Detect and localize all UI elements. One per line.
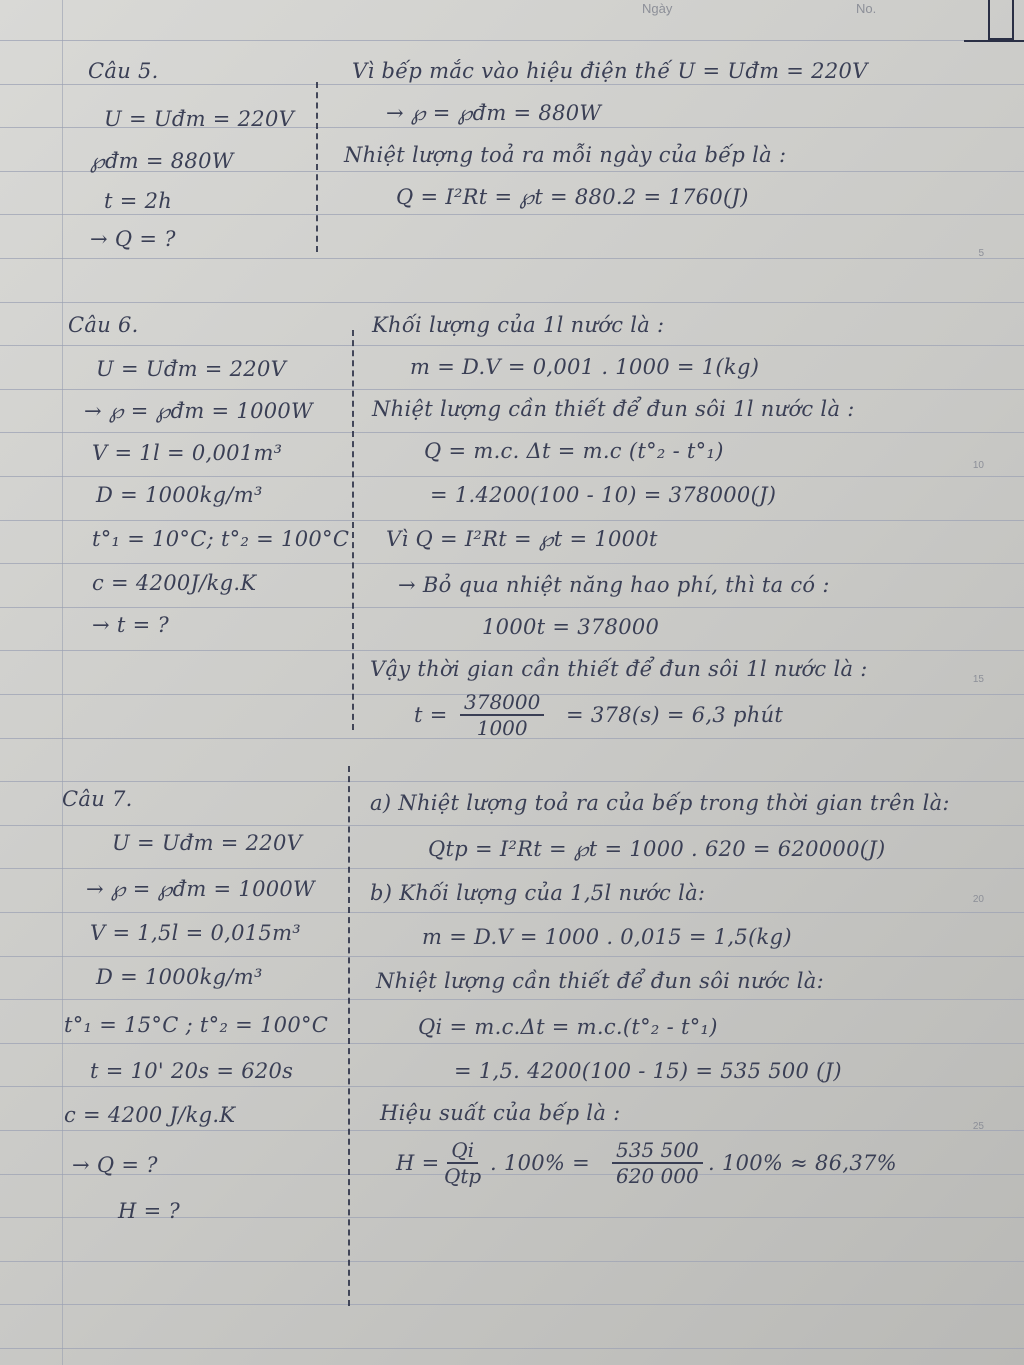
ruled-line bbox=[0, 607, 1024, 608]
question-title: Câu 7. bbox=[62, 787, 133, 811]
given-line: D = 1000kg/m³ bbox=[96, 483, 263, 507]
ruled-line bbox=[0, 999, 1024, 1000]
ruled-line bbox=[0, 825, 1024, 826]
ruled-line bbox=[0, 563, 1024, 564]
column-separator bbox=[316, 82, 318, 252]
given-line: → ℘ = ℘đm = 1000W bbox=[86, 877, 315, 901]
fraction-denominator: Qtp bbox=[444, 1164, 482, 1188]
formula-prefix: t = bbox=[414, 703, 448, 727]
fraction bbox=[460, 690, 544, 740]
no-label: No. bbox=[856, 1, 877, 16]
solution-line: Nhiệt lượng toả ra mỗi ngày của bếp là : bbox=[344, 143, 787, 167]
given-line: → t = ? bbox=[92, 613, 170, 637]
fraction-numerator: Qi bbox=[447, 1138, 478, 1164]
given-line: U = Uđm = 220V bbox=[96, 357, 287, 381]
ruled-line bbox=[0, 302, 1024, 303]
ruled-line bbox=[0, 345, 1024, 346]
given-line: V = 1,5l = 0,015m³ bbox=[90, 921, 302, 945]
given-line: c = 4200J/kg.K bbox=[92, 571, 257, 595]
date-label: Ngày bbox=[642, 1, 673, 16]
corner-line bbox=[964, 40, 1024, 42]
ruled-line bbox=[0, 1348, 1024, 1349]
given-line: U = Uđm = 220V bbox=[104, 107, 295, 131]
fraction-numerator: 378000 bbox=[460, 690, 544, 716]
ruled-line bbox=[0, 432, 1024, 433]
fraction-denominator: 620 000 bbox=[616, 1164, 699, 1188]
given-line: D = 1000kg/m³ bbox=[96, 965, 263, 989]
solution-line: → ℘ = ℘đm = 880W bbox=[386, 101, 602, 125]
ruled-line bbox=[0, 1086, 1024, 1087]
formula-suffix: = 378(s) = 6,3 phút bbox=[566, 703, 784, 727]
formula-suffix: . 100% ≈ 86,37% bbox=[708, 1151, 897, 1175]
given-line: V = 1l = 0,001m³ bbox=[92, 441, 283, 465]
solution-line: Vậy thời gian cần thiết để đun sôi 1l nước là : bbox=[370, 657, 868, 681]
solution-line: = 1.4200(100 - 10) = 378000(J) bbox=[430, 483, 777, 507]
given-line: → Q = ? bbox=[90, 227, 176, 251]
solution-line: m = D.V = 1000 . 0,015 = 1,5(kg) bbox=[422, 925, 792, 949]
given-line: t = 2h bbox=[104, 189, 173, 213]
given-line: → ℘ = ℘đm = 1000W bbox=[84, 399, 313, 423]
solution-line: Vì bếp mắc vào hiệu điện thế U = Uđm = 220V bbox=[352, 59, 868, 83]
ruled-line bbox=[0, 389, 1024, 390]
solution-line: = 1,5. 4200(100 - 15) = 535 500 (J) bbox=[454, 1059, 842, 1083]
solution-line: Q = I²Rt = ℘t = 880.2 = 1760(J) bbox=[396, 185, 749, 209]
ruled-line bbox=[0, 40, 1024, 41]
line-number: 10 bbox=[972, 460, 984, 471]
ruled-line bbox=[0, 956, 1024, 957]
column-separator bbox=[352, 330, 354, 730]
formula-prefix: H = bbox=[396, 1151, 440, 1175]
solution-line: a) Nhiệt lượng toả ra của bếp trong thời gian trên là: bbox=[370, 791, 950, 815]
given-line: t°₁ = 10°C; t°₂ = 100°C bbox=[92, 527, 350, 551]
given-line: H = ? bbox=[118, 1199, 181, 1223]
solution-line: 1000t = 378000 bbox=[482, 615, 660, 639]
ruled-line bbox=[0, 1043, 1024, 1044]
ruled-line bbox=[0, 912, 1024, 913]
ruled-line bbox=[0, 1304, 1024, 1305]
ruled-line bbox=[0, 258, 1024, 259]
fraction-numerator: 535 500 bbox=[612, 1138, 703, 1164]
given-line: c = 4200 J/kg.K bbox=[64, 1103, 236, 1127]
ruled-line bbox=[0, 1130, 1024, 1131]
solution-line: Hiệu suất của bếp là : bbox=[380, 1101, 621, 1125]
ruled-line bbox=[0, 214, 1024, 215]
solution-line: m = D.V = 0,001 . 1000 = 1(kg) bbox=[410, 355, 760, 379]
ruled-line bbox=[0, 781, 1024, 782]
ruled-line bbox=[0, 650, 1024, 651]
fraction bbox=[612, 1138, 703, 1188]
solution-line: Qtp = I²Rt = ℘t = 1000 . 620 = 620000(J) bbox=[428, 837, 886, 861]
ruled-line bbox=[0, 476, 1024, 477]
solution-line: Qi = m.c.Δt = m.c.(t°₂ - t°₁) bbox=[418, 1015, 718, 1039]
solution-line: Khối lượng của 1l nước là : bbox=[372, 313, 665, 337]
column-separator bbox=[348, 766, 350, 1306]
solution-line: Vì Q = I²Rt = ℘t = 1000t bbox=[386, 527, 658, 551]
fraction-denominator: 1000 bbox=[476, 716, 528, 740]
given-line: U = Uđm = 220V bbox=[112, 831, 303, 855]
line-number: 15 bbox=[972, 674, 984, 685]
ruled-line bbox=[0, 520, 1024, 521]
margin-line bbox=[62, 0, 63, 1365]
line-number: 25 bbox=[972, 1121, 984, 1132]
solution-line: Nhiệt lượng cần thiết để đun sôi nước là: bbox=[376, 969, 824, 993]
line-number: 5 bbox=[978, 248, 984, 259]
given-line: ℘đm = 880W bbox=[90, 149, 234, 173]
given-line: t°₁ = 15°C ; t°₂ = 100°C bbox=[64, 1013, 329, 1037]
solution-line: b) Khối lượng của 1,5l nước là: bbox=[370, 881, 706, 905]
solution-line: Nhiệt lượng cần thiết để đun sôi 1l nước là : bbox=[372, 397, 855, 421]
given-line: t = 10' 20s = 620s bbox=[90, 1059, 294, 1083]
solution-line: Q = m.c. Δt = m.c (t°₂ - t°₁) bbox=[424, 439, 724, 463]
line-number: 20 bbox=[972, 894, 984, 905]
fraction bbox=[444, 1138, 481, 1188]
ruled-line bbox=[0, 868, 1024, 869]
ruled-line bbox=[0, 1261, 1024, 1262]
given-line: → Q = ? bbox=[72, 1153, 158, 1177]
formula-middle: . 100% = bbox=[490, 1151, 591, 1175]
solution-line: → Bỏ qua nhiệt năng hao phí, thì ta có : bbox=[398, 573, 830, 597]
corner-mark bbox=[988, 0, 1014, 40]
question-title: Câu 5. bbox=[88, 59, 159, 83]
ruled-line bbox=[0, 84, 1024, 85]
question-title: Câu 6. bbox=[68, 313, 139, 337]
